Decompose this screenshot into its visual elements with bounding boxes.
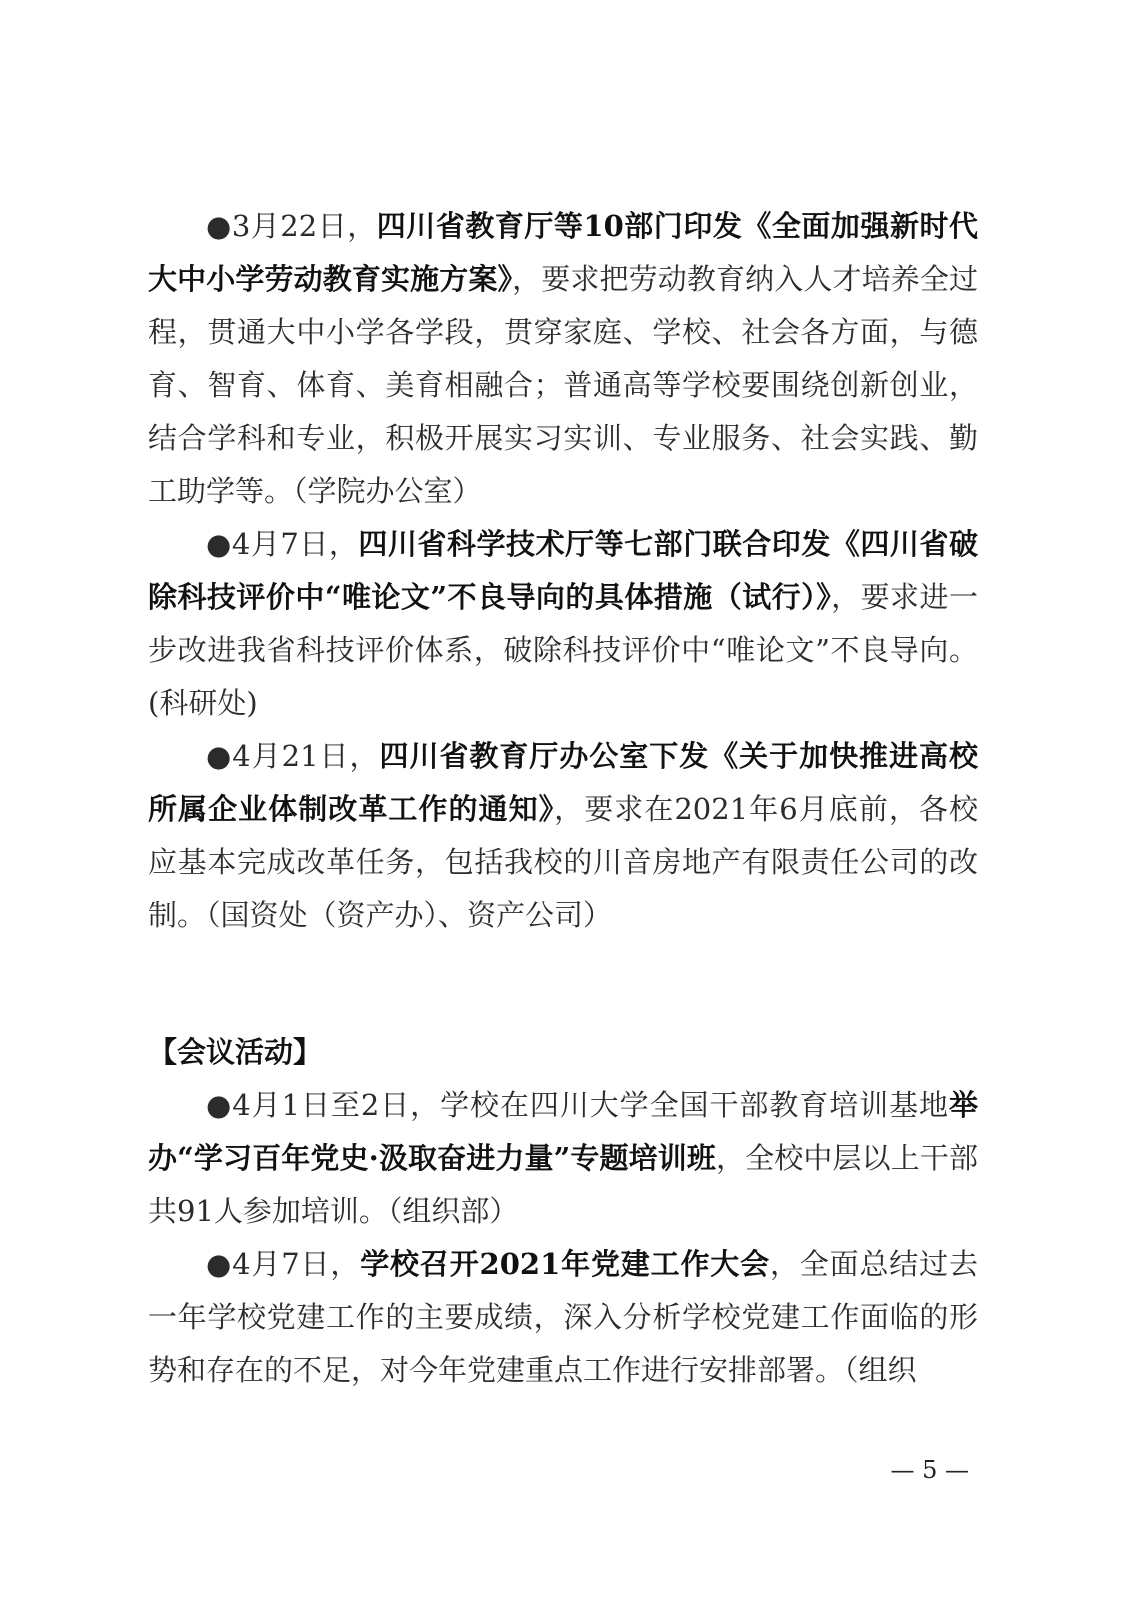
meeting-paragraph <box>148 1079 978 1238</box>
meeting-title: 学校召开2021年党建工作大会 <box>360 1247 770 1281</box>
notice-date: ●4月21日， <box>206 739 380 773</box>
meeting-date: ●4月7日， <box>206 1247 361 1281</box>
notice-title: 四川省教育厅办公室下发《关于加快推进高校所属企业体制改革工作的通知》 <box>148 739 978 826</box>
notice-date: ●3月22日， <box>206 209 377 243</box>
notice-body: ，要求把劳动教育纳入人才培养全过程，贯通大中小学各学段，贯穿家庭、学校、社会各方面，与德育、智育、体育、美育相融合；普通高等学校要围绕创新创业，结合学科和专业，积极开展实习实训、专业服务、社会实践、勤工助学等。（学院办公室） <box>148 262 978 508</box>
page-number: — 5 — <box>890 1456 969 1484</box>
notice-body: ，要求进一步改进我省科技评价体系，破除科技评价中“唯论文”不良导向。(科研处) <box>148 580 978 720</box>
meeting-paragraph <box>148 1238 978 1397</box>
meeting-body: ，全校中层以上干部共91人参加培训。（组织部） <box>148 1141 978 1228</box>
meeting-date: ●4月1日至2日，学校在四川大学全国干部教育培训基地 <box>206 1088 949 1122</box>
notice-body: ，要求在2021年6月底前，各校应基本完成改革任务，包括我校的川音房地产有限责任公司的改制。（国资处（资产办）、资产公司） <box>148 792 978 932</box>
notice-paragraph <box>148 730 978 942</box>
meeting-title: 举办“学习百年党史·汲取奋进力量”专题培训班 <box>148 1088 978 1175</box>
notice-paragraph <box>148 200 978 518</box>
meeting-body: ，全面总结过去一年学校党建工作的主要成绩，深入分析学校党建工作面临的形势和存在的不足，对今年党建重点工作进行安排部署。（组织 <box>148 1247 978 1387</box>
notice-date: ●4月7日， <box>206 527 359 561</box>
page-content <box>148 200 978 1397</box>
section-heading-meetings: 【会议活动】 <box>148 1035 323 1069</box>
notice-paragraph <box>148 518 978 730</box>
notice-title: 四川省教育厅等10部门印发《全面加强新时代大中小学劳动教育实施方案》 <box>148 209 978 296</box>
notice-title: 四川省科学技术厅等七部门联合印发《四川省破除科技评价中“唯论文”不良导向的具体措施（试行）》 <box>148 527 978 614</box>
